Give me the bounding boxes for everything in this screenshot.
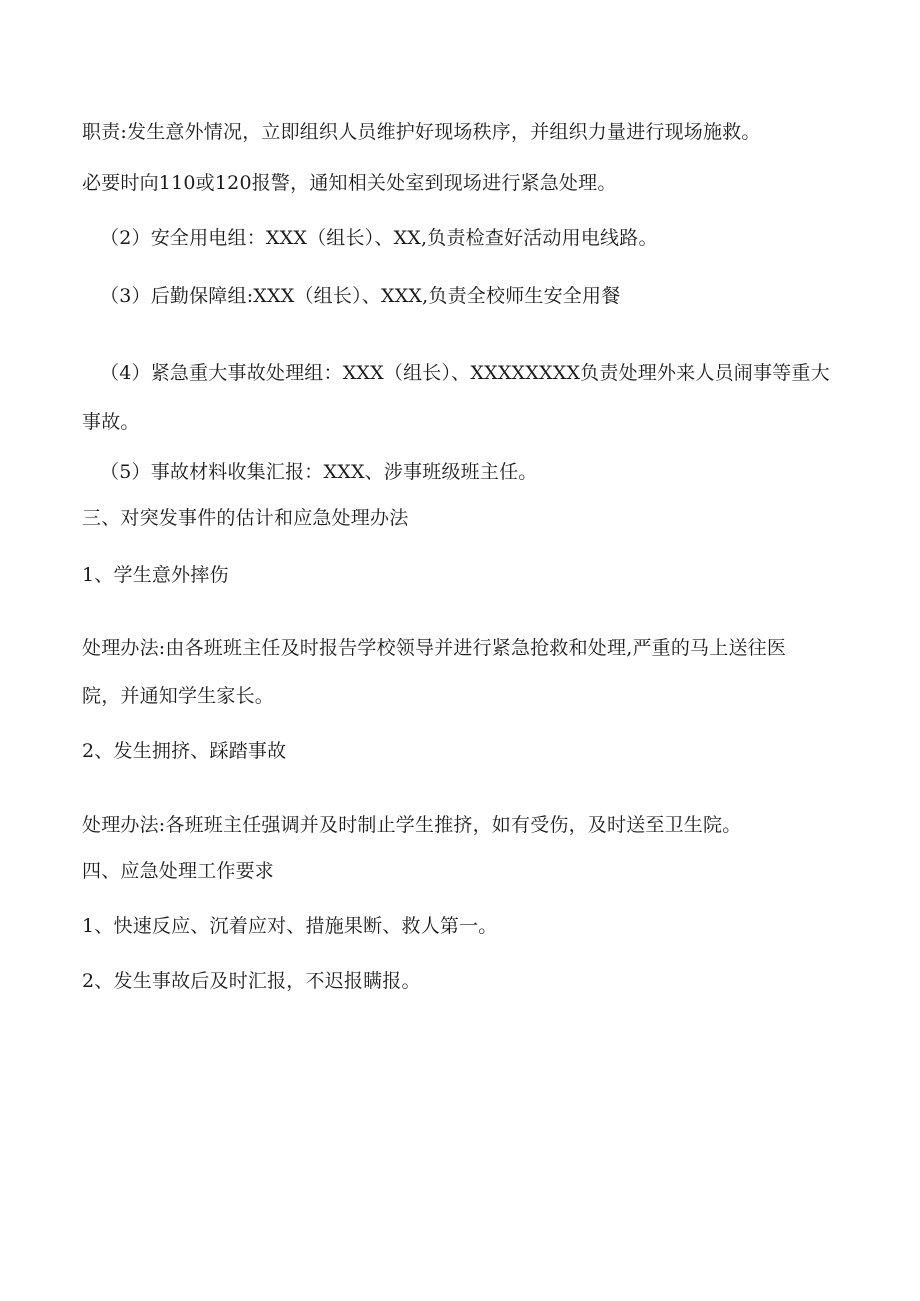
group-logistics: （3）后勤保障组:XXX（组长）、XXX,负责全校师生安全用餐 — [100, 285, 621, 307]
duty-line-1: 职责:发生意外情况，立即组织人员维护好现场秩序，并组织力量进行现场施救。 — [82, 121, 761, 143]
requirement-2: 2、发生事故后及时汇报，不迟报瞒报。 — [82, 970, 421, 992]
injury-handling-line-1: 处理办法:由各班班主任及时报告学校领导并进行紧急抢救和处理,严重的马上送往医 — [82, 637, 787, 659]
duty-line-2: 必要时向110或120报警，通知相关处室到现场进行紧急处理。 — [82, 172, 617, 194]
group-report: （5）事故材料收集汇报：XXX、涉事班级班主任。 — [100, 461, 538, 483]
item-injury-heading: 1、学生意外摔伤 — [82, 564, 229, 586]
injury-handling-line-2: 院，并通知学生家长。 — [82, 685, 275, 707]
requirement-1: 1、快速反应、沉着应对、措施果断、救人第一。 — [82, 915, 498, 937]
group-electric-safety: （2）安全用电组：XXX（组长）、XX,负责检查好活动用电线路。 — [100, 227, 658, 249]
section-four-heading: 四、应急处理工作要求 — [82, 860, 275, 882]
section-three-heading: 三、对突发事件的估计和应急处理办法 — [82, 507, 409, 529]
group-emergency-line-1: （4）紧急重大事故处理组：XXX（组长）、XXXXXXXX负责处理外来人员闹事等重大 — [100, 362, 830, 384]
stampede-handling: 处理办法:各班班主任强调并及时制止学生推挤，如有受伤，及时送至卫生院。 — [82, 814, 742, 836]
group-emergency-line-2: 事故。 — [82, 411, 140, 433]
item-stampede-heading: 2、发生拥挤、踩踏事故 — [82, 740, 287, 762]
